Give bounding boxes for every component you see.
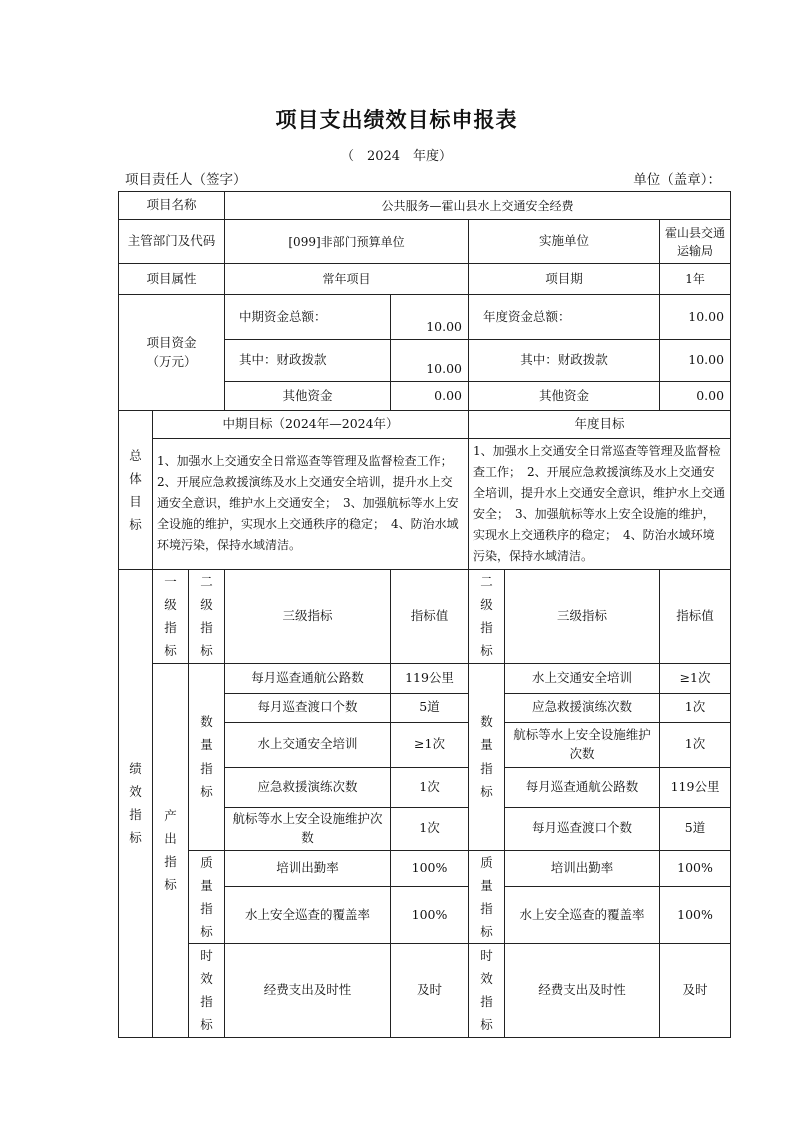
mid-quantity-value: 1次	[391, 767, 469, 807]
mid-timeliness-name: 经费支出及时性	[225, 944, 391, 1038]
mid-other-value: 0.00	[391, 382, 469, 411]
year-quantity-name: 每月巡查渡口个数	[505, 807, 660, 850]
period-value: 1年	[660, 264, 731, 295]
dept-label: 主管部门及代码	[119, 220, 225, 264]
year-quality-value: 100%	[660, 850, 731, 887]
year-goal-header: 年度目标	[469, 411, 731, 439]
year-quality-value: 100%	[660, 887, 731, 944]
year-quantity-value: 1次	[660, 722, 731, 767]
year-value-header: 指标值	[660, 570, 731, 664]
year-quantity-value: 5道	[660, 807, 731, 850]
row-attributes	[119, 264, 731, 295]
attr-value: 常年项目	[225, 264, 469, 295]
year-level2-header: 二级指标	[469, 570, 505, 664]
row-goals-text	[119, 439, 731, 570]
mid-goal-text: 1、加强水上交通安全日常巡查等管理及监督检查工作；2、开展应急救援演练及水上交通安全培训，提升水上交通安全意识，维护水上交通安全； 3、加强航标等水上安全设施的维护，实现水上交通秩序的稳定； 4、防治水域环境污染，保持水域清洁。	[153, 439, 469, 570]
mid-quantity-name: 每月巡查通航公路数	[225, 663, 391, 693]
year-fiscal-value: 10.00	[660, 340, 731, 382]
mid-quantity-value: 5道	[391, 693, 469, 722]
year-level3-header: 三级指标	[505, 570, 660, 664]
mid-quantity-name: 每月巡查渡口个数	[225, 693, 391, 722]
year-line: （ 2024 年度）	[340, 149, 453, 164]
quality-indicator-label: 质量指标	[189, 850, 225, 944]
overall-goals-label: 总体目标	[119, 411, 153, 570]
period-label: 项目期	[469, 264, 660, 295]
dept-value: [099]非部门预算单位	[225, 220, 469, 264]
mid-quality-name: 培训出勤率	[225, 850, 391, 887]
mid-quantity-name: 应急救援演练次数	[225, 767, 391, 807]
level2-header: 二级指标	[189, 570, 225, 664]
indicator-row	[119, 850, 731, 887]
mid-quantity-value: 1次	[391, 807, 469, 850]
year-quantity-indicator-label: 数量指标	[469, 663, 505, 850]
level3-header: 三级指标	[225, 570, 391, 664]
mid-fiscal-value: 10.00	[391, 340, 469, 382]
year-quantity-name: 每月巡查通航公路数	[505, 767, 660, 807]
year-timeliness-name: 经费支出及时性	[505, 944, 660, 1038]
mid-quality-name: 水上安全巡查的覆盖率	[225, 887, 391, 944]
quantity-indicator-label: 数量指标	[189, 663, 225, 850]
responsible-signature-label: 项目责任人（签字）	[125, 172, 247, 188]
indicator-row	[119, 663, 731, 693]
row-department	[119, 220, 731, 264]
year-quality-name: 培训出勤率	[505, 850, 660, 887]
declaration-table	[118, 191, 731, 1038]
mid-quantity-name: 水上交通安全培训	[225, 722, 391, 767]
project-name-label: 项目名称	[119, 192, 225, 220]
mid-quality-value: 100%	[391, 850, 469, 887]
timeliness-indicator-label: 时效指标	[189, 944, 225, 1038]
mid-quantity-value: 119公里	[391, 663, 469, 693]
year-total-label: 年度资金总额：	[469, 295, 660, 340]
mid-goal-header: 中期目标（2024年—2024年）	[153, 411, 469, 439]
year-timeliness-indicator-label: 时效指标	[469, 944, 505, 1038]
year-quantity-name: 航标等水上安全设施维护次数	[505, 722, 660, 767]
year-quantity-name: 水上交通安全培训	[505, 663, 660, 693]
mid-quantity-value: ≥1次	[391, 722, 469, 767]
year-quality-indicator-label: 质量指标	[469, 850, 505, 944]
mid-quality-value: 100%	[391, 887, 469, 944]
year-quantity-value: 119公里	[660, 767, 731, 807]
level1-header: 一级指标	[153, 570, 189, 664]
impl-label: 实施单位	[469, 220, 660, 264]
value-header: 指标值	[391, 570, 469, 664]
page-title: 项目支出绩效目标申报表	[275, 108, 518, 132]
project-name-value: 公共服务—霍山县水上交通安全经费	[225, 192, 731, 220]
indicator-row	[119, 944, 731, 1038]
year-goal-text: 1、加强水上交通安全日常巡查等管理及监督检查工作； 2、开展应急救援演练及水上交通安全培训，提升水上交通安全意识，维护水上交通安全； 3、加强航标等水上安全设施的维护，实现水上交通秩序的稳定； 4、防治水域环境污染，保持水域清洁。	[469, 439, 731, 570]
mid-quantity-name: 航标等水上安全设施维护次数	[225, 807, 391, 850]
mid-total-label: 中期资金总额：	[225, 295, 391, 340]
year-quantity-value: ≥1次	[660, 663, 731, 693]
mid-fiscal-label: 其中：财政拨款	[225, 340, 391, 382]
row-indicator-header	[119, 570, 731, 664]
unit-seal-label: 单位（盖章）：	[633, 172, 721, 188]
row-project-name	[119, 192, 731, 220]
output-indicator-label: 产出指标	[153, 663, 189, 1037]
year-quantity-name: 应急救援演练次数	[505, 693, 660, 722]
performance-indicators-label: 绩效指标	[119, 570, 153, 1038]
year-other-value: 0.00	[660, 382, 731, 411]
row-goals-header	[119, 411, 731, 439]
year-timeliness-value: 及时	[660, 944, 731, 1038]
mid-timeliness-value: 及时	[391, 944, 469, 1038]
attr-label: 项目属性	[119, 264, 225, 295]
year-quantity-value: 1次	[660, 693, 731, 722]
mid-other-label: 其他资金	[225, 382, 391, 411]
mid-total-value: 10.00	[391, 295, 469, 340]
funds-label: 项目资金（万元）	[119, 295, 225, 411]
year-fiscal-label: 其中：财政拨款	[469, 340, 660, 382]
year-other-label: 其他资金	[469, 382, 660, 411]
row-funds-total	[119, 295, 731, 340]
year-total-value: 10.00	[660, 295, 731, 340]
year-quality-name: 水上安全巡查的覆盖率	[505, 887, 660, 944]
impl-value: 霍山县交通运输局	[660, 220, 731, 264]
